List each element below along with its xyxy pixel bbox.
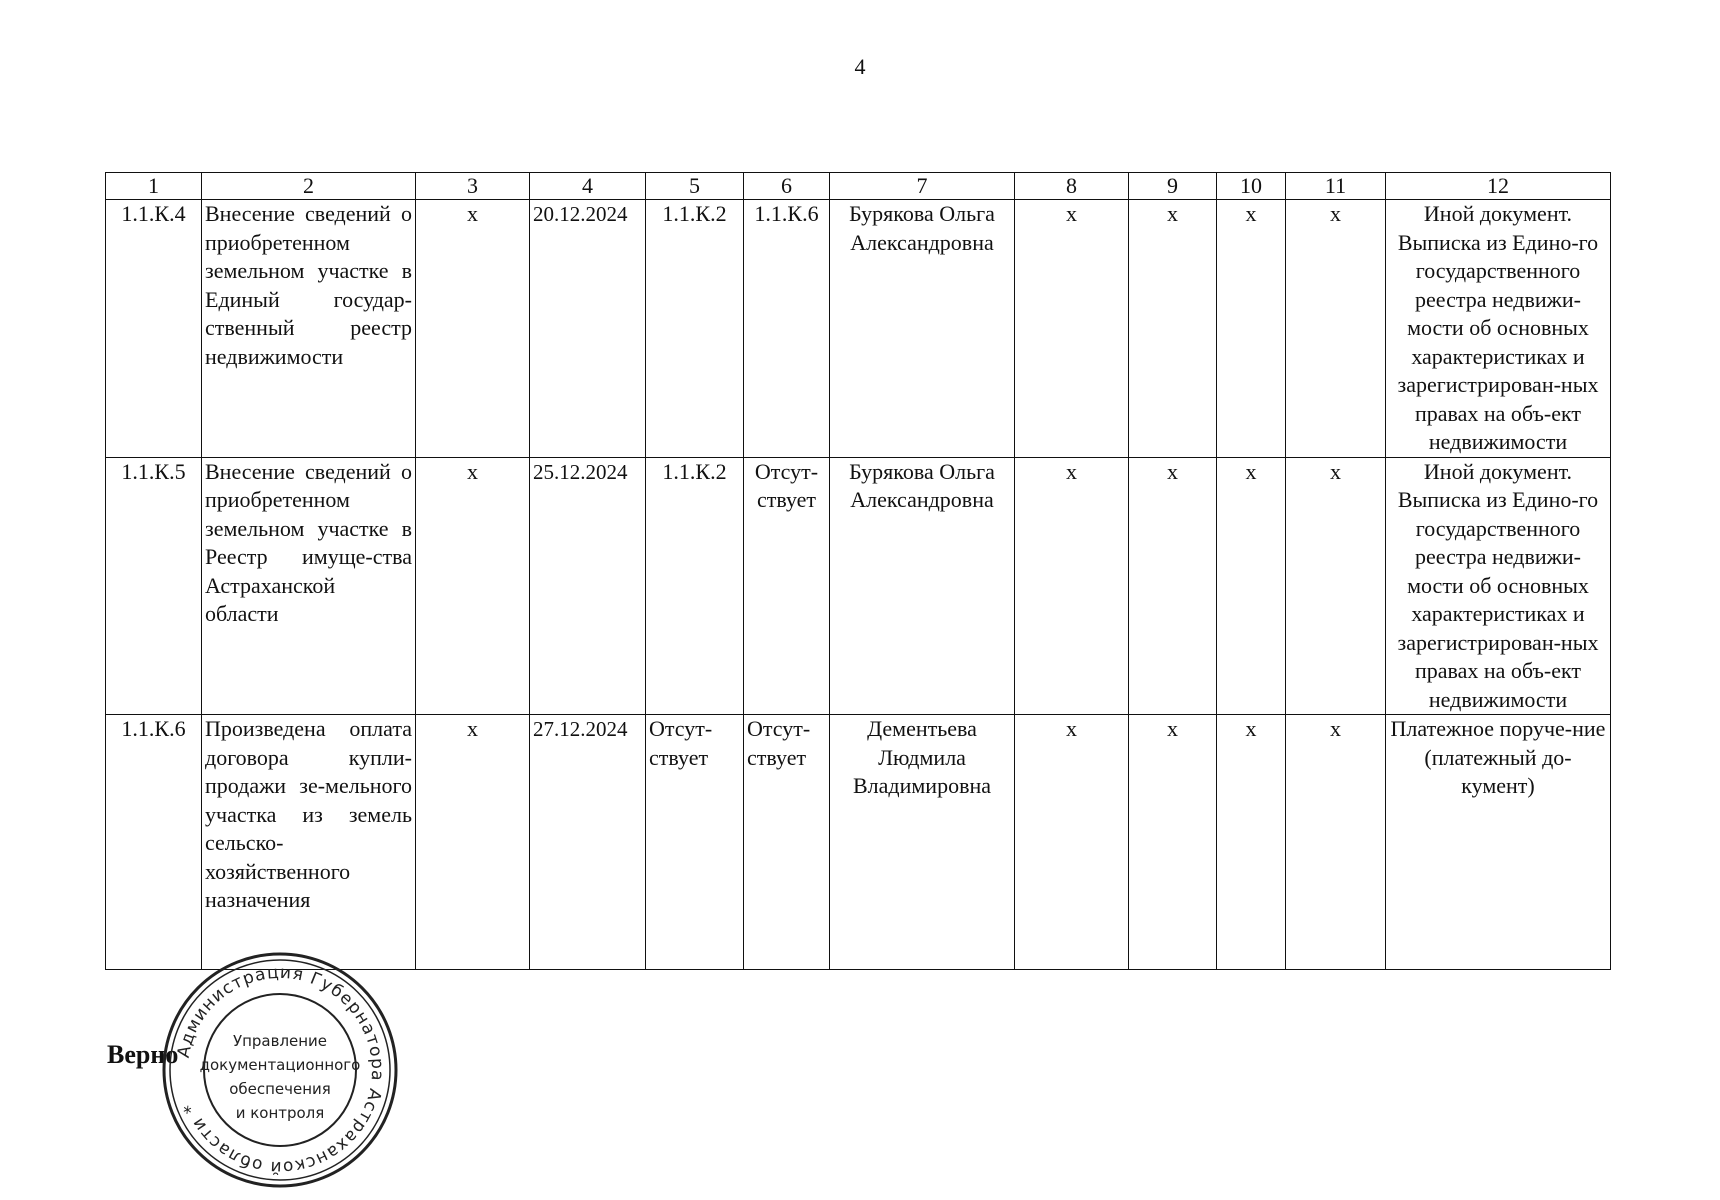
row-document: Иной документ. Выписка из Едино-го государственного реестра недвижи-мости об основных характеристиках и зарегистрирован-ных правах на объ-ект недвижимости xyxy=(1386,457,1611,715)
table-row xyxy=(106,457,1611,715)
header-cell-11: 11 xyxy=(1286,173,1386,200)
official-seal xyxy=(160,950,400,1190)
row-person: Дементьева Людмила Владимировна xyxy=(830,715,1015,970)
row-col9: х xyxy=(1129,200,1217,458)
schedule-table xyxy=(105,172,1611,970)
header-cell-9: 9 xyxy=(1129,173,1217,200)
seal-line-4: и контроля xyxy=(235,1104,325,1122)
row-col5: 1.1.К.2 xyxy=(646,200,744,458)
header-cell-5: 5 xyxy=(646,173,744,200)
row-col11: х xyxy=(1286,200,1386,458)
seal-line-3: обеспечения xyxy=(229,1080,331,1098)
header-cell-7: 7 xyxy=(830,173,1015,200)
table-row xyxy=(106,200,1611,458)
row-col10: х xyxy=(1217,200,1286,458)
table-header xyxy=(106,173,1611,200)
table-row xyxy=(106,715,1611,970)
header-cell-4: 4 xyxy=(530,173,646,200)
row-col6: Отсут-ствует xyxy=(744,457,830,715)
seal-ring-text: Администрация Губернатора Астраханской области * xyxy=(173,962,388,1178)
row-date: 25.12.2024 xyxy=(530,457,646,715)
seal-line-1: Управление xyxy=(232,1032,328,1050)
row-col5: 1.1.К.2 xyxy=(646,457,744,715)
page-number: 4 xyxy=(854,54,866,79)
row-col10: х xyxy=(1217,457,1286,715)
header-cell-10: 10 xyxy=(1217,173,1286,200)
row-person: Бурякова Ольга Александровна xyxy=(830,457,1015,715)
certification-text: Верно xyxy=(107,1040,179,1069)
header-cell-3: 3 xyxy=(416,173,530,200)
row-code: 1.1.К.5 xyxy=(106,457,202,715)
seal-center-text xyxy=(200,1032,361,1122)
row-col11: х xyxy=(1286,715,1386,970)
header-row xyxy=(106,173,1611,200)
header-cell-1: 1 xyxy=(106,173,202,200)
row-description: Внесение сведений о приобретенном земельном участке в Реестр имуще-ства Астраханской области xyxy=(202,457,416,715)
header-cell-6: 6 xyxy=(744,173,830,200)
row-col6: 1.1.К.6 xyxy=(744,200,830,458)
row-person: Бурякова Ольга Александровна xyxy=(830,200,1015,458)
seal-line-2: документационного xyxy=(199,1056,361,1074)
row-col8: х xyxy=(1015,200,1129,458)
row-document: Платежное поруче-ние (платежный до-кумент) xyxy=(1386,715,1611,970)
row-col11: х xyxy=(1286,457,1386,715)
row-col10: х xyxy=(1217,715,1286,970)
header-cell-2: 2 xyxy=(202,173,416,200)
row-code: 1.1.К.6 xyxy=(106,715,202,970)
row-col9: х xyxy=(1129,715,1217,970)
row-description: Внесение сведений о приобретенном земельном участке в Единый государ-ственный реестр недвижимости xyxy=(202,200,416,458)
row-date: 20.12.2024 xyxy=(530,200,646,458)
row-col9: х xyxy=(1129,457,1217,715)
row-date: 27.12.2024 xyxy=(530,715,646,970)
row-col8: х xyxy=(1015,457,1129,715)
row-description: Произведена оплата договора купли-продажи зе-мельного участка из земель сельско-хозяйственного назначения xyxy=(202,715,416,970)
row-col3: х xyxy=(416,715,530,970)
header-cell-12: 12 xyxy=(1386,173,1611,200)
row-col6: Отсут-ствует xyxy=(744,715,830,970)
row-code: 1.1.К.4 xyxy=(106,200,202,458)
row-document: Иной документ. Выписка из Едино-го государственного реестра недвижи-мости об основных характеристиках и зарегистрирован-ных правах на объ-ект недвижимости xyxy=(1386,200,1611,458)
row-col3: х xyxy=(416,200,530,458)
row-col3: х xyxy=(416,457,530,715)
row-col5: Отсут-ствует xyxy=(646,715,744,970)
header-cell-8: 8 xyxy=(1015,173,1129,200)
row-col8: х xyxy=(1015,715,1129,970)
